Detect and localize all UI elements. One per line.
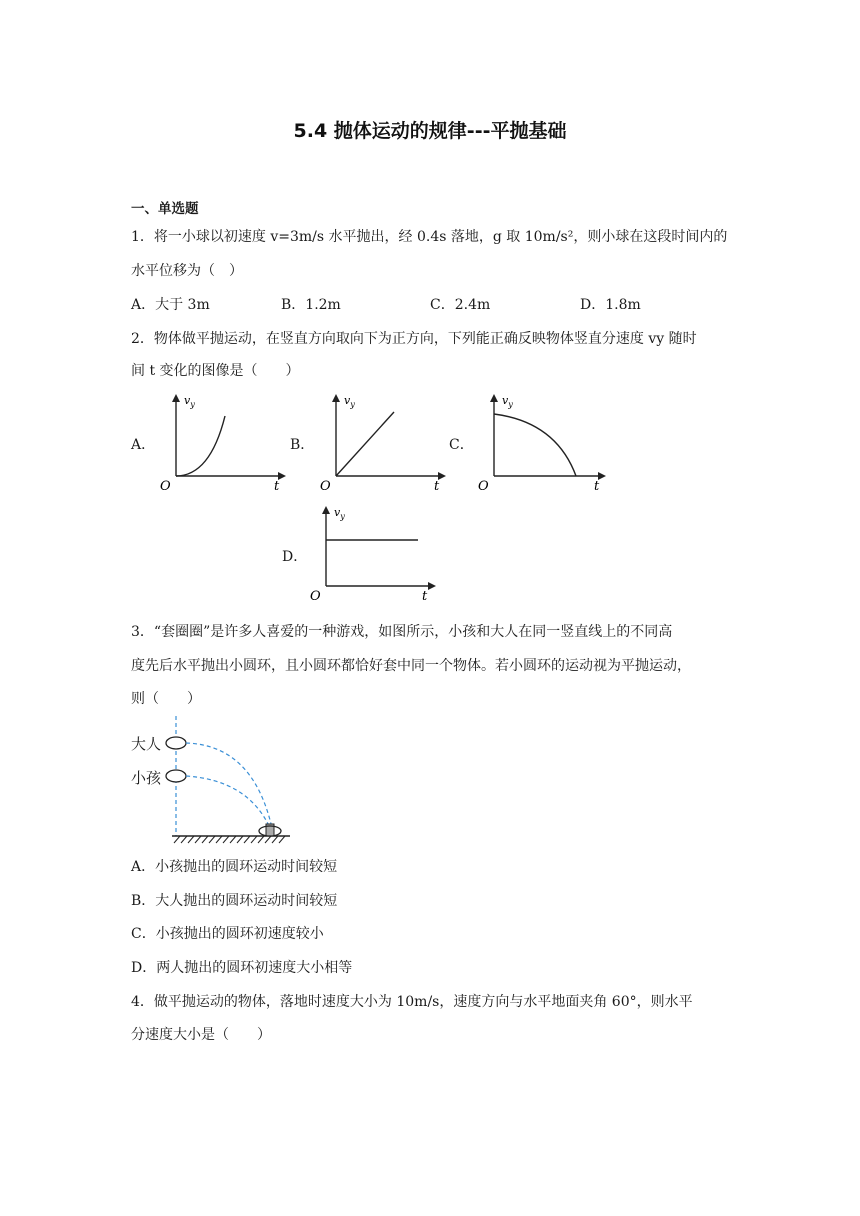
- q2-graph-b: [310, 390, 450, 495]
- q2-graph-c: [468, 390, 613, 495]
- q2-text-line2: 间 t 变化的图像是（ ）: [131, 363, 300, 379]
- q2-text-line1: 2．物体做平抛运动，在竖直方向取向下为正方向，下列能正确反映物体竖直分速度 vy 随时: [131, 331, 697, 347]
- q3-label-adult: 大人: [131, 735, 162, 753]
- q3-label-child: 小孩: [131, 769, 162, 787]
- q2-option-d: D．: [282, 549, 308, 565]
- q1-text-line1: 1．将一小球以初速度 v=3m/s 水平抛出，经 0.4s 落地，g 取 10m/s²，则小球在这段时间内的: [131, 229, 728, 245]
- q4-text-line1: 4．做平抛运动的物体，落地时速度大小为 10m/s，速度方向与水平地面夹角 60°，则水平: [131, 994, 693, 1010]
- q1-option-c: C．2.4m: [430, 297, 491, 313]
- q3-option-d: D．两人抛出的圆环初速度大小相等: [131, 960, 353, 976]
- q2-graph-a-y-label: $v_y$: [184, 394, 195, 409]
- q2-graph-c-x-label: t: [594, 479, 600, 494]
- adult-ring: [166, 737, 186, 749]
- page-title: 5.4 抛体运动的规律---平抛基础: [293, 120, 567, 142]
- q2-graph-c-y-label: $v_y$: [502, 394, 513, 409]
- q2-graph-d-y-label: $v_y$: [334, 506, 345, 521]
- q2-graph-b-origin: O: [320, 479, 331, 494]
- q3-text-line3: 则（ ）: [131, 691, 201, 707]
- q2-option-c: C．: [449, 437, 474, 453]
- q2-graph-b-x-label: t: [434, 479, 440, 494]
- child-ring: [166, 770, 186, 782]
- q4-text-line2: 分速度大小是（ ）: [131, 1027, 271, 1043]
- q1-option-a: A．大于 3m: [131, 297, 210, 313]
- q3-text-line1: 3．“套圈圈”是许多人喜爱的一种游戏，如图所示，小孩和大人在同一竖直线上的不同高: [131, 624, 673, 640]
- q3-option-c: C．小孩抛出的圆环初速度较小: [131, 926, 324, 942]
- q2-graph-a-origin: O: [160, 479, 171, 494]
- section-heading: 一、单选题: [131, 201, 199, 217]
- q2-graph-b-y-label: $v_y$: [344, 394, 355, 409]
- q3-option-b: B．大人抛出的圆环运动时间较短: [131, 893, 338, 909]
- q3-option-a: A．小孩抛出的圆环运动时间较短: [131, 859, 338, 875]
- q2-graph-d-origin: O: [310, 589, 321, 604]
- q1-option-b: B．1.2m: [281, 297, 341, 313]
- q2-graph-d-x-label: t: [422, 589, 428, 604]
- q2-option-b: B．: [290, 437, 315, 453]
- q2-graph-a: [150, 390, 290, 495]
- q2-graph-a-x-label: t: [274, 479, 280, 494]
- q1-option-d: D．1.8m: [580, 297, 641, 313]
- q3-text-line2: 度先后水平抛出小圆环，且小圆环都恰好套中同一个物体。若小圆环的运动视为平抛运动，: [131, 658, 691, 674]
- q1-text-line2: 水平位移为（ ）: [131, 263, 243, 279]
- q2-graph-c-origin: O: [478, 479, 489, 494]
- q2-option-a: A．: [131, 437, 156, 453]
- q2-graph-d: [300, 502, 440, 607]
